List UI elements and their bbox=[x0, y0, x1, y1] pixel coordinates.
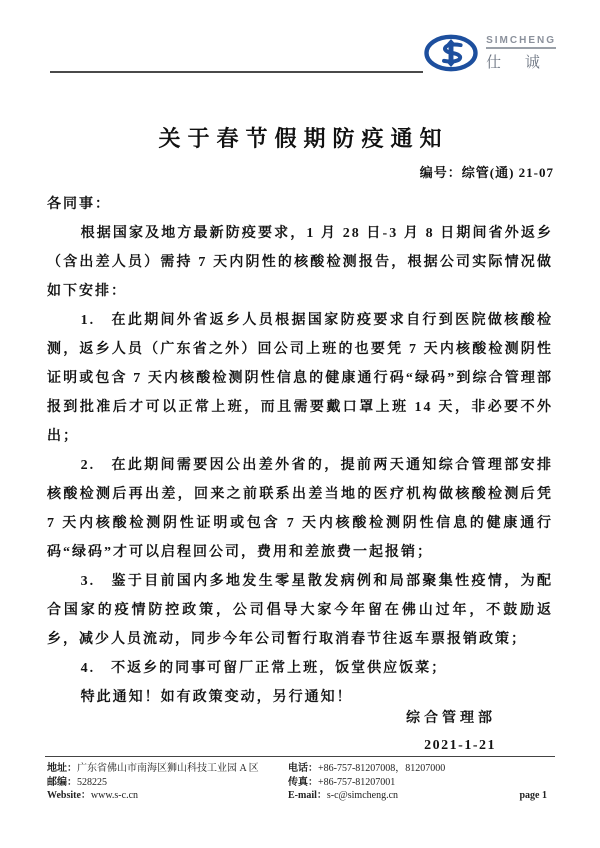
logo-wordmark bbox=[486, 35, 556, 72]
document-title: 关于春节假期防疫通知 bbox=[158, 126, 449, 151]
closing-line: 特此通知！如有政策变动，另行通知！ bbox=[80, 690, 353, 705]
notice-item-4: 4. 不返乡的同事可留厂正常上班，饭堂供应饭菜； bbox=[80, 661, 448, 676]
brand-name-chinese: 仕 诚 bbox=[486, 54, 550, 71]
signature-date: 2021-1-21 bbox=[424, 738, 496, 753]
address-value: 广东省佛山市南海区狮山科技工业园 A 区 bbox=[77, 763, 259, 774]
footer-phone bbox=[288, 762, 553, 776]
notice-item-3: 3. 鉴于目前国内多地发生零星散发病例和局部聚集性疫情，为配合国家的疫情防控政策，公司倡导大家今年留在佛山过年，不鼓励返乡，减少人员流动，同步今年公司暂行取消春节往返车票报销政策； bbox=[47, 574, 553, 647]
signature-department: 综合管理部 bbox=[406, 711, 496, 726]
footer-zip bbox=[47, 776, 288, 790]
zip-value: 528225 bbox=[77, 776, 107, 788]
sc-monogram-icon bbox=[423, 33, 479, 73]
notice-item-1: 1. 在此期间外省返乡人员根据国家防疫要求自行到医院做核酸检测，返乡人员（广东省之外）回公司上班的也要凭 7 天内核酸检测阴性证明或包含 7 天内核酸检测阴性信息的健康通行码“绿码”到综合管理部报到批准后才可以正常上班，而且需要戴口罩上班 14 天，非必要不外出； bbox=[47, 313, 553, 444]
phone-value: +86-757-81207008，81207000 bbox=[318, 763, 446, 774]
salutation: 各同事： bbox=[47, 197, 111, 212]
footer-email bbox=[288, 789, 398, 803]
footer-website bbox=[47, 789, 288, 803]
email-label: E-mail： bbox=[288, 790, 327, 801]
email-value: s-c@simcheng.cn bbox=[326, 790, 399, 801]
company-logo bbox=[423, 33, 556, 73]
phone-label: 电话： bbox=[288, 763, 318, 774]
intro-paragraph: 根据国家及地方最新防疫要求，1 月 28 日-3 月 8 日期间省外返乡（含出差人员）需持 7 天内阴性的核酸检测报告，根据公司实际情况做如下安排： bbox=[47, 226, 553, 299]
footer-row-2 bbox=[47, 776, 553, 790]
brand-name-english: SIMCHENG bbox=[486, 35, 556, 49]
website-value: www.s-c.cn bbox=[90, 790, 139, 801]
notice-item-2: 2. 在此期间需要因公出差外省的，提前两天通知综合管理部安排核酸检测后再出差，回来之前联系出差当地的医疗机构做核酸检测后凭 7 天内核酸检测阴性证明或包含 7 天内核酸检测阴性信息的健康通行码“绿码”才可以启程回公司，费用和差旅费一起报销； bbox=[47, 458, 553, 560]
address-label: 地址： bbox=[47, 763, 77, 774]
footer-row-1 bbox=[47, 762, 553, 776]
footer-divider bbox=[45, 756, 555, 757]
page-number: page 1 bbox=[519, 790, 547, 801]
footer-fax bbox=[288, 776, 553, 790]
footer-address bbox=[47, 762, 288, 776]
footer-email-row bbox=[288, 789, 553, 803]
document-number: 编号：综管(通) 21-07 bbox=[419, 165, 554, 180]
zip-label: 邮编： bbox=[47, 776, 77, 788]
signature-block bbox=[406, 705, 496, 759]
footer bbox=[47, 762, 553, 803]
document-body bbox=[47, 190, 553, 712]
fax-value: +86-757-81207001 bbox=[318, 776, 396, 788]
footer-row-3 bbox=[47, 789, 553, 803]
fax-label: 传真： bbox=[288, 776, 318, 788]
website-label: Website： bbox=[47, 790, 91, 801]
